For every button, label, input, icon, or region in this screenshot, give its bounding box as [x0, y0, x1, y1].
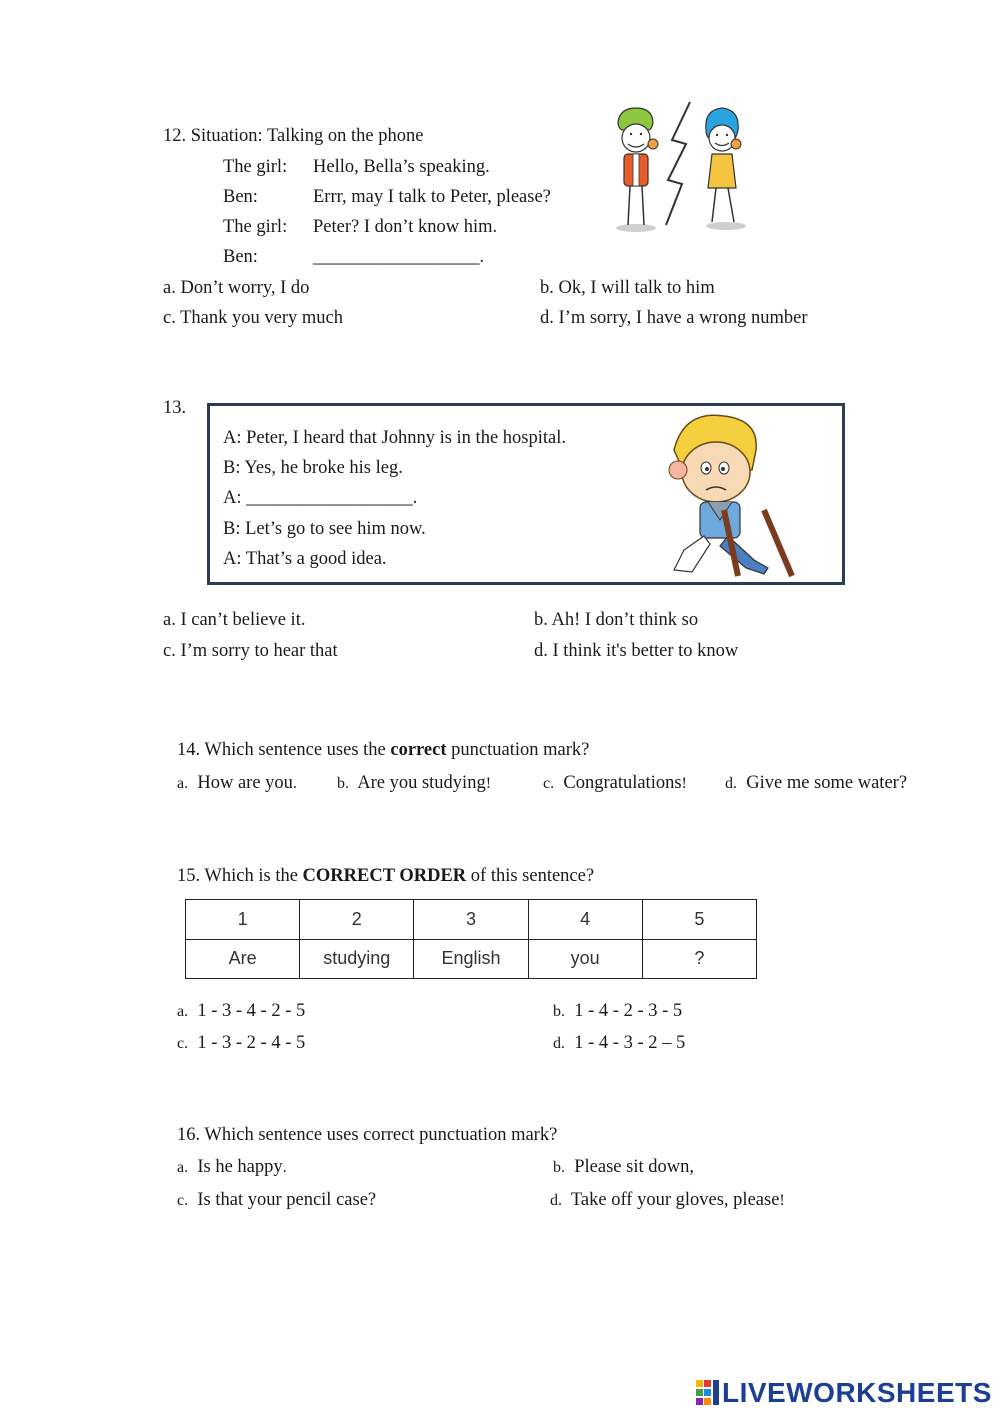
q12-option-a[interactable]: a. Don’t worry, I do: [163, 278, 310, 298]
q13-option-b[interactable]: b. Ah! I don’t think so: [534, 610, 699, 630]
liveworksheets-logo-text: LIVEWORKSHEETS: [722, 1377, 992, 1408]
q13-line-4: B: Let’s go to see him now.: [223, 519, 426, 539]
q15-option-d[interactable]: d. 1 - 4 - 3 - 2 – 5: [553, 1033, 686, 1053]
q15-number-cell: 2: [300, 900, 414, 940]
q15-number-cell: 5: [642, 900, 756, 940]
q14-option-c[interactable]: c. Congratulations!: [543, 773, 687, 793]
q12-line-1: Hello, Bella’s speaking.: [313, 157, 490, 177]
q15-word-cell: studying: [300, 939, 414, 979]
q15-option-c[interactable]: c. 1 - 3 - 2 - 4 - 5: [177, 1033, 306, 1053]
q12-title: 12. Situation: Talking on the phone: [163, 126, 424, 146]
q15-word-cell: Are: [186, 939, 300, 979]
q15-number-cell: 3: [414, 900, 528, 940]
q15-number-row: [186, 900, 757, 940]
q14-option-a[interactable]: a. How are you.: [177, 773, 297, 793]
liveworksheets-logo-icon: [696, 1380, 720, 1406]
q12-speaker-4: Ben:: [223, 247, 258, 267]
q13-line-2: B: Yes, he broke his leg.: [223, 458, 403, 478]
q15-number-cell: 1: [186, 900, 300, 940]
phone-call-illustration: [608, 100, 758, 235]
q15-word-row: [186, 939, 757, 979]
q15-word-cell: ?: [642, 939, 756, 979]
q12-line-3: Peter? I don’t know him.: [313, 217, 498, 237]
q15-number-cell: 4: [528, 900, 642, 940]
q12-option-b[interactable]: b. Ok, I will talk to him: [540, 278, 715, 298]
q12-speaker-3: The girl:: [223, 217, 288, 237]
q16-option-a[interactable]: a. Is he happy.: [177, 1157, 287, 1177]
q14-option-b[interactable]: b. Are you studying!: [337, 773, 492, 793]
q15-word-cell: English: [414, 939, 528, 979]
q13-option-d[interactable]: d. I think it's better to know: [534, 641, 739, 661]
q16-option-c[interactable]: c. Is that your pencil case?: [177, 1190, 377, 1210]
q13-line-5: A: That’s a good idea.: [223, 549, 387, 569]
injured-boy-illustration: [664, 410, 804, 580]
q12-speaker-2: Ben:: [223, 187, 258, 207]
q13-option-a[interactable]: a. I can’t believe it.: [163, 610, 306, 630]
q14-option-d[interactable]: d. Give me some water?: [725, 773, 908, 793]
liveworksheets-logo[interactable]: [696, 1378, 992, 1408]
q12-speaker-1: The girl:: [223, 157, 288, 177]
q15-title: 15. Which is the CORRECT ORDER of this sentence?: [177, 866, 595, 886]
q15-option-a[interactable]: a. 1 - 3 - 4 - 2 - 5: [177, 1001, 306, 1021]
q16-option-b[interactable]: b. Please sit down,: [553, 1157, 694, 1177]
q12-answer-blank[interactable]: __________________.: [313, 247, 485, 267]
q15-word-order-table: [185, 899, 757, 979]
q12-line-2: Errr, may I talk to Peter, please?: [313, 187, 551, 207]
q15-option-b[interactable]: b. 1 - 4 - 2 - 3 - 5: [553, 1001, 683, 1021]
q13-number: 13.: [163, 398, 187, 418]
q13-option-c[interactable]: c. I’m sorry to hear that: [163, 641, 338, 661]
q12-option-c[interactable]: c. Thank you very much: [163, 308, 343, 328]
q15-word-cell: you: [528, 939, 642, 979]
q16-option-d[interactable]: d. Take off your gloves, please!: [550, 1190, 785, 1210]
q16-title: 16. Which sentence uses correct punctuation mark?: [177, 1125, 558, 1145]
q12-option-d[interactable]: d. I’m sorry, I have a wrong number: [540, 308, 808, 328]
q13-line-1: A: Peter, I heard that Johnny is in the hospital.: [223, 428, 566, 448]
q14-title: 14. Which sentence uses the correct punctuation mark?: [177, 740, 590, 760]
q13-answer-blank[interactable]: A: __________________.: [223, 488, 418, 508]
